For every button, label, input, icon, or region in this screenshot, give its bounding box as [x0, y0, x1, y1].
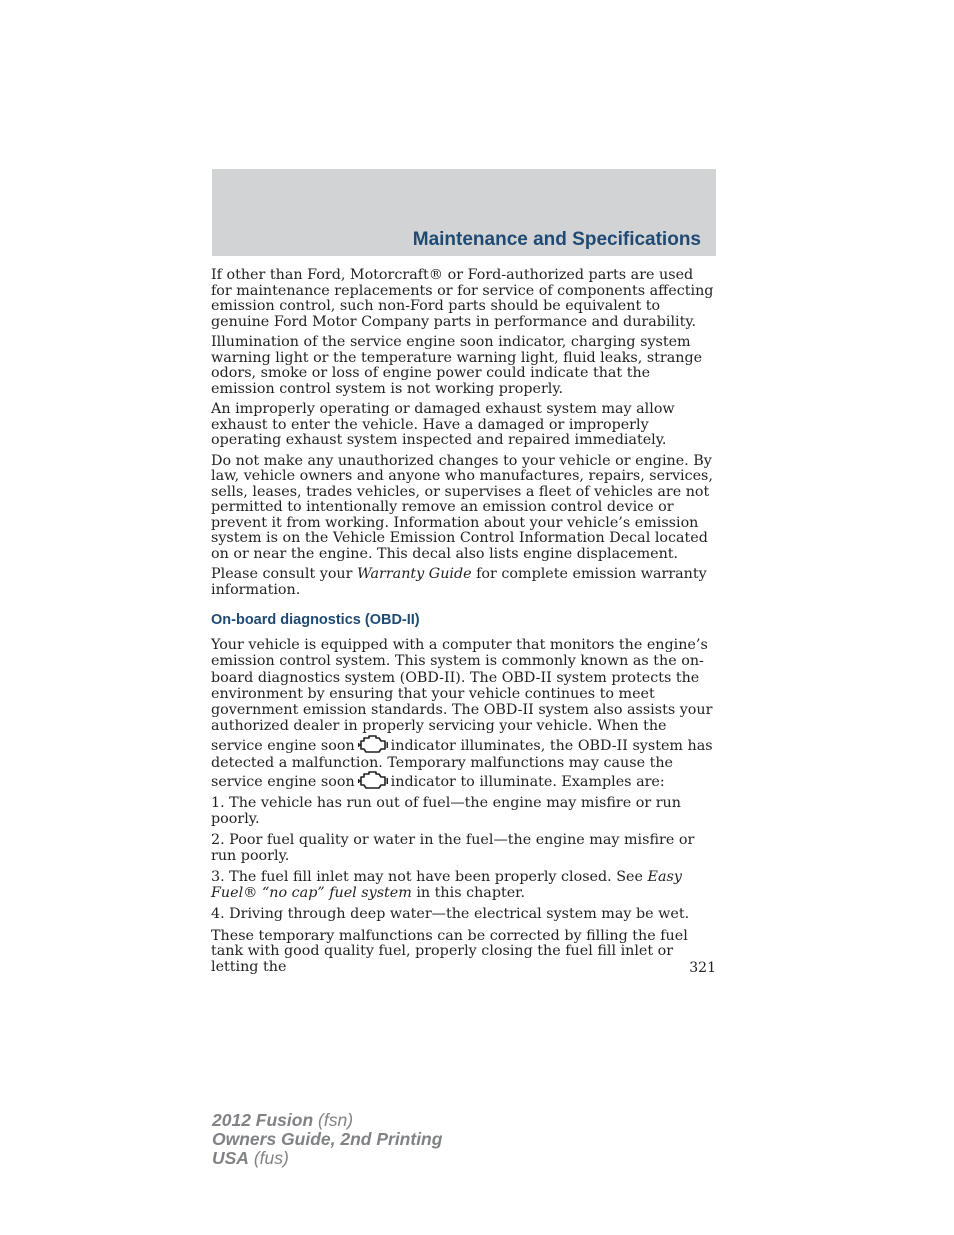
- check-engine-icon: [358, 735, 388, 755]
- obd-text-1: Your vehicle is equipped with a computer that monitors the engine’s emission control system. This system is commonly known as the on-board diagnostics system (OBD-II). The OBD-II system protects the environment by ensuring that your vehicle continues to meet government emission standards. The OBD-II system also assists your authorized dealer in properly servicing your vehicle. When the service engine soon: [211, 637, 713, 754]
- list-item-4: 4. Driving through deep water—the electrical system may be wet.: [211, 906, 690, 923]
- warranty-guide-title: Warranty Guide: [357, 566, 472, 582]
- obd-text-2: indicator illuminates, the OBD-II system has detected a malfunction. Temporary malfunctions may cause the service engine soon: [211, 737, 713, 791]
- footer-publication-info: [212, 1111, 442, 1168]
- list-item-3: [211, 870, 716, 901]
- paragraph-ford-parts: If other than Ford, Motorcraft® or Ford-authorized parts are used for maintenance replacements or for service of components affecting emission control, such non-Ford parts should be equivalent to genuine Ford Motor Company parts in performance and durability.: [211, 267, 714, 330]
- footer-line-market: [212, 1149, 442, 1168]
- footer-guide: Owners Guide, 2nd Printing: [212, 1129, 443, 1149]
- paragraph-warranty: [211, 567, 716, 598]
- easy-fuel-reference: Easy Fuel® “no cap” fuel system: [211, 869, 682, 901]
- footer-line-model: [212, 1111, 442, 1130]
- footer-market: USA: [212, 1148, 249, 1168]
- list-item-2: 2. Poor fuel quality or water in the fuel—the engine may misfire or run poorly.: [211, 832, 695, 864]
- footer-line-guide: [212, 1130, 442, 1149]
- footer-model: 2012 Fusion: [212, 1110, 314, 1130]
- warranty-text-before: Please consult your: [211, 566, 358, 582]
- list3-text-after: in this chapter.: [411, 884, 525, 901]
- warranty-text-after: for complete emission warranty information.: [211, 566, 707, 598]
- section-title: Maintenance and Specifications: [412, 229, 701, 250]
- subheading-obd: On-board diagnostics (OBD-II): [211, 612, 420, 628]
- check-engine-icon: [358, 771, 388, 791]
- list3-text-before: 3. The fuel fill inlet may not have been properly closed. See: [211, 869, 648, 886]
- paragraph-obd: [211, 637, 716, 791]
- footer-market-code: (fus): [248, 1148, 289, 1168]
- obd-text-3: indicator to illuminate. Examples are:: [390, 774, 665, 791]
- footer-model-code: (fsn): [313, 1110, 354, 1130]
- paragraph-exhaust: An improperly operating or damaged exhaust system may allow exhaust to enter the vehicle. Have a damaged or improperly operating exhaust system inspected and repaired immediately.: [211, 401, 675, 448]
- page-content: [211, 268, 716, 980]
- paragraph-illumination: Illumination of the service engine soon indicator, charging system warning light or the temperature warning light, fluid leaks, strange odors, smoke or loss of engine power could indicate that the emission control system is not working properly.: [211, 334, 703, 397]
- paragraph-unauthorized-changes: Do not make any unauthorized changes to your vehicle or engine. By law, vehicle owners and anyone who manufactures, repairs, services, sells, leases, trades vehicles, or supervises a fleet of vehicles are not permitted to intentionally remove an emission control device or prevent it from working. Information about your vehicle’s emission system is on the Vehicle Emission Control Information Decal located on or near the engine. This decal also lists engine displacement.: [211, 452, 713, 562]
- page-number: 321: [689, 960, 716, 976]
- section-header-band: [212, 169, 716, 256]
- list-item-1: 1. The vehicle has run out of fuel—the engine may misfire or run poorly.: [211, 795, 681, 827]
- paragraph-temporary-malfunctions: These temporary malfunctions can be corrected by filling the fuel tank with good quality fuel, properly closing the fuel fill inlet or letting the: [211, 927, 688, 975]
